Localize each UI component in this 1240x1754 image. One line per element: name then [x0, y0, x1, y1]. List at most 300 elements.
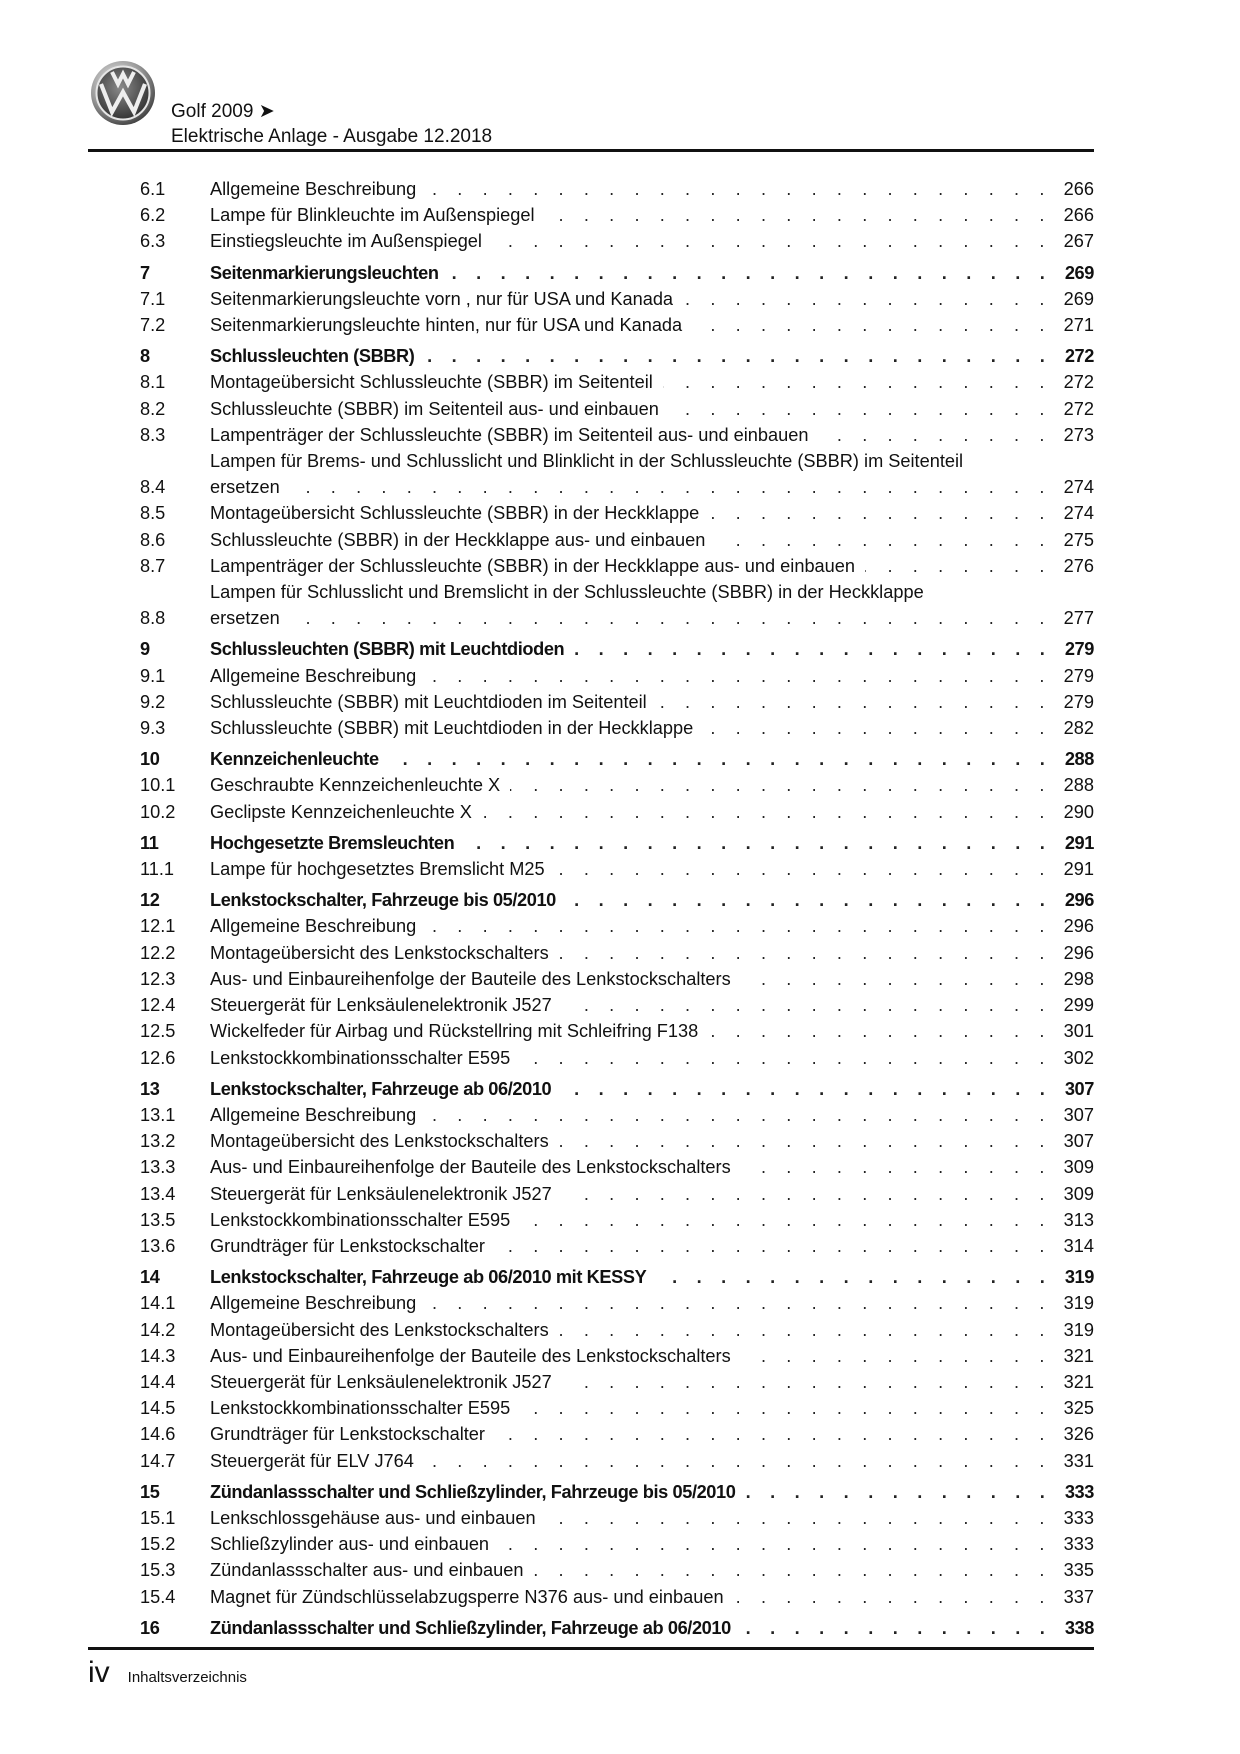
dot-leader: [533, 1557, 1052, 1583]
toc-entry[interactable]: [140, 1290, 1094, 1316]
toc-entry[interactable]: [140, 202, 1094, 228]
toc-entry-page[interactable]: 269: [1063, 288, 1094, 309]
toc-entry-body: [210, 746, 1094, 772]
toc-entry[interactable]: [140, 799, 1094, 825]
toc-entry-body: [210, 312, 1094, 338]
dot-leader: [559, 1128, 1052, 1154]
toc-entry-title[interactable]: Schlussleuchte (SBBR) in der Heckklappe aus- und einbauen: [210, 529, 706, 550]
toc-entry-number: 13.1: [140, 1104, 176, 1125]
toc-entry-body: [210, 553, 1094, 579]
toc-entry-body: [210, 966, 1094, 992]
toc-entry-title[interactable]: Geschraubte Kennzeichenleuchte X: [210, 775, 501, 796]
toc-chapter-entry[interactable]: [140, 1615, 1094, 1641]
toc-entry-title[interactable]: Hochgesetzte Bremsleuchten: [210, 832, 455, 853]
dot-leader: [562, 992, 1052, 1018]
toc-entry-title[interactable]: Allgemeine Beschreibung: [210, 179, 417, 199]
header-subtitle: Elektrische Anlage - Ausgabe 12.2018: [171, 126, 493, 147]
toc-entry-number: 12.6: [140, 1047, 176, 1068]
dot-leader: [555, 856, 1052, 882]
toc-entry-page[interactable]: 279: [1063, 665, 1094, 686]
toc-entry-number: 12: [140, 890, 160, 911]
toc-entry[interactable]: [140, 940, 1094, 966]
toc-entry[interactable]: [140, 228, 1094, 254]
dot-leader: [663, 369, 1052, 395]
toc-entry-page[interactable]: 309: [1063, 1157, 1094, 1178]
toc-entry-title[interactable]: Seitenmarkierungsleuchten: [210, 262, 439, 283]
toc-entry-number: 7.2: [140, 315, 166, 336]
toc-entry-page[interactable]: 326: [1063, 1424, 1094, 1445]
toc-entry-body: [210, 579, 1094, 631]
dot-leader: [426, 1102, 1052, 1128]
toc-entry-title[interactable]: Zündanlassschalter und Schließzylinder, Fahrzeuge bis 05/2010: [210, 1481, 736, 1502]
toc-entry-number: 14.4: [140, 1371, 176, 1392]
toc-entry[interactable]: [140, 396, 1094, 422]
toc-entry-title[interactable]: Lenkschlossgehäuse aus- und einbauen: [210, 1507, 536, 1528]
toc-entry-title[interactable]: Montageübersicht Schlussleuchte (SBBR) in der Heckklappe: [210, 503, 700, 524]
header-rule: [88, 149, 1094, 152]
toc-entry[interactable]: [140, 176, 1094, 202]
toc-entry-number: 9.3: [140, 718, 166, 739]
toc-entry-title[interactable]: Allgemeine Beschreibung: [210, 1293, 417, 1314]
toc-entry-body: [210, 176, 1094, 202]
toc-entry-page[interactable]: 296: [1064, 890, 1094, 911]
toc-chapter-entry[interactable]: [140, 1479, 1094, 1505]
toc-entry-body: [210, 1233, 1094, 1259]
toc-chapter-entry[interactable]: [140, 260, 1094, 286]
toc-entry-body: [210, 1395, 1094, 1421]
toc-entry-body: [210, 1102, 1094, 1128]
toc-entry[interactable]: [140, 772, 1094, 798]
toc-entry-number: 12.3: [140, 968, 176, 989]
toc-chapter-entry[interactable]: [140, 1076, 1094, 1102]
toc-entry-title[interactable]: Seitenmarkierungsleuchte vorn , nur für USA und Kanada: [210, 288, 674, 309]
toc-entry-body: [210, 1290, 1094, 1316]
toc-entry-title[interactable]: Aus- und Einbaureihenfolge der Bauteile des Lenkstockschalters: [210, 1345, 731, 1366]
toc-entry[interactable]: [140, 553, 1094, 579]
dot-leader: [741, 1343, 1052, 1369]
toc-entry-title[interactable]: Lampen für Schlusslicht und Bremslicht in der Schlussleuchte (SBBR) in der Heckklappe: [210, 582, 924, 603]
dot-leader: [657, 689, 1052, 715]
toc-entry-page[interactable]: 296: [1063, 916, 1094, 937]
toc-entry-page[interactable]: 267: [1063, 231, 1094, 252]
toc-entry-page[interactable]: 277: [1063, 608, 1094, 629]
dot-leader: [734, 1584, 1052, 1610]
toc-entry-body: [210, 1018, 1094, 1044]
dot-leader: [426, 913, 1052, 939]
toc-entry[interactable]: [140, 689, 1094, 715]
toc-entry-page[interactable]: 325: [1063, 1398, 1094, 1419]
toc-entry[interactable]: [140, 448, 1094, 500]
toc-chapter-entry[interactable]: [140, 343, 1094, 369]
toc-entry-number: 6.1: [140, 179, 166, 199]
dot-leader: [656, 1264, 1052, 1290]
toc-entry-page[interactable]: 266: [1063, 179, 1094, 199]
toc-entry-title[interactable]: Schlussleuchten (SBBR) mit Leuchtdioden: [210, 639, 565, 660]
toc-entry-page[interactable]: 282: [1063, 718, 1094, 739]
toc-entry-title[interactable]: Montageübersicht des Lenkstockschalters: [210, 942, 549, 963]
toc-entry-body: [210, 422, 1094, 448]
toc-entry-body: [210, 202, 1094, 228]
page-header: [88, 60, 1094, 152]
toc-entry-body: [210, 228, 1094, 254]
toc-entry-body: [210, 1207, 1094, 1233]
toc-entry-title[interactable]: Steuergerät für Lenksäulenelektronik J527: [210, 1183, 552, 1204]
toc-entry-page[interactable]: 274: [1063, 503, 1094, 524]
toc-entry-page[interactable]: 269: [1064, 262, 1094, 283]
toc-entry[interactable]: [140, 1181, 1094, 1207]
toc-entry-body: [210, 887, 1094, 913]
dot-leader: [464, 830, 1052, 856]
toc-entry-page[interactable]: 337: [1063, 1586, 1094, 1607]
toc-entry-title[interactable]: Montageübersicht des Lenkstockschalters: [210, 1319, 549, 1340]
toc-entry-page[interactable]: 319: [1063, 1319, 1094, 1340]
toc-entry-body: [210, 856, 1094, 882]
toc-entry-page[interactable]: 301: [1063, 1021, 1094, 1042]
dot-leader: [561, 1076, 1052, 1102]
toc-chapter-entry[interactable]: [140, 1264, 1094, 1290]
toc-entry-body: [210, 369, 1094, 395]
dot-leader: [741, 1615, 1052, 1641]
toc-entry[interactable]: [140, 500, 1094, 526]
toc-entry-title[interactable]: Steuergerät für Lenksäulenelektronik J527: [210, 995, 552, 1016]
dot-leader: [692, 312, 1052, 338]
toc-entry-title[interactable]: Lenkstockkombinationsschalter E595: [210, 1398, 511, 1419]
toc-entry-body: [210, 663, 1094, 689]
toc-entry-title[interactable]: Lampe für hochgesetztes Bremslicht M25: [210, 859, 545, 880]
dot-leader: [495, 1233, 1052, 1259]
toc-entry-body: [210, 1505, 1094, 1531]
toc-entry-page[interactable]: 333: [1063, 1534, 1094, 1555]
toc-entry-page[interactable]: 335: [1063, 1560, 1094, 1581]
toc-entry-number: 8.2: [140, 398, 166, 419]
toc-entry-body: [210, 1128, 1094, 1154]
footer-rule: [88, 1647, 1094, 1650]
toc-chapter-entry[interactable]: [140, 636, 1094, 662]
toc-entry[interactable]: [140, 312, 1094, 338]
toc-entry-page[interactable]: 309: [1063, 1183, 1094, 1204]
toc-entry[interactable]: [140, 1505, 1094, 1531]
toc-entry-title[interactable]: Grundträger für Lenkstockschalter: [210, 1235, 485, 1256]
toc-entry-number: 13.2: [140, 1131, 176, 1152]
toc-entry-number: 8.4: [140, 477, 166, 498]
dot-leader: [574, 636, 1052, 662]
toc-entry-title[interactable]: Lampe für Blinkleuchte im Außenspiegel: [210, 205, 535, 226]
toc-entry-number: 14.6: [140, 1424, 176, 1445]
toc-entry-number: 8.3: [140, 424, 166, 445]
toc-entry-number: 13: [140, 1078, 160, 1099]
toc-entry-title[interactable]: Montageübersicht des Lenkstockschalters: [210, 1131, 549, 1152]
header-text: [171, 99, 492, 149]
toc-entry[interactable]: [140, 1557, 1094, 1583]
dot-leader: [426, 663, 1052, 689]
dot-leader: [819, 422, 1052, 448]
model-name: Golf 2009: [171, 101, 254, 122]
dot-leader: [669, 396, 1052, 422]
toc-entry-title[interactable]: Allgemeine Beschreibung: [210, 1104, 417, 1125]
toc-entry-title[interactable]: Magnet für Zündschlüsselabzugsperre N376 aus- und einbauen: [210, 1586, 724, 1607]
arrow-right-icon: ➤: [258, 101, 275, 122]
toc-entry-title[interactable]: Wickelfeder für Airbag und Rückstellring mit Schleifring F138: [210, 1021, 699, 1042]
toc-chapter-entry[interactable]: [140, 830, 1094, 856]
toc-entry-page[interactable]: 290: [1063, 801, 1094, 822]
toc-entry-title[interactable]: Montageübersicht Schlussleuchte (SBBR) im Seitenteil: [210, 372, 653, 393]
toc-entry[interactable]: [140, 1154, 1094, 1180]
toc-entry-number: 8.6: [140, 529, 166, 550]
toc-entry-title[interactable]: Kennzeichenleuchte: [210, 749, 379, 770]
toc-entry-page[interactable]: 274: [1063, 477, 1094, 498]
toc-entry[interactable]: [140, 1343, 1094, 1369]
toc-entry-title[interactable]: Zündanlassschalter und Schließzylinder, Fahrzeuge ab 06/2010: [210, 1617, 731, 1638]
dot-leader: [865, 553, 1052, 579]
toc-entry-body: [210, 1317, 1094, 1343]
toc-entry-page[interactable]: 307: [1063, 1131, 1094, 1152]
footer-section-label: Inhaltsverzeichnis: [127, 1669, 247, 1686]
dot-leader: [745, 1479, 1052, 1505]
toc-entry-page[interactable]: 331: [1063, 1450, 1094, 1471]
toc-entry[interactable]: [140, 1448, 1094, 1474]
toc-entry-title[interactable]: Aus- und Einbaureihenfolge der Bauteile des Lenkstockschalters: [210, 1157, 731, 1178]
toc-entry-page[interactable]: 333: [1063, 1507, 1094, 1528]
toc-entry-body: [210, 343, 1094, 369]
toc-entry-number: 7.1: [140, 288, 166, 309]
dot-leader: [482, 799, 1052, 825]
dot-leader: [424, 343, 1052, 369]
toc-entry[interactable]: [140, 1207, 1094, 1233]
toc-entry-page[interactable]: 271: [1063, 315, 1094, 336]
dot-leader: [566, 887, 1052, 913]
toc-entry-title[interactable]: Zündanlassschalter aus- und einbauen: [210, 1560, 524, 1581]
toc-entry-body: [210, 286, 1094, 312]
toc-entry-body: [210, 830, 1094, 856]
toc-entry-page[interactable]: 338: [1064, 1617, 1094, 1638]
dot-leader: [683, 286, 1052, 312]
toc-entry-number: 14.3: [140, 1345, 176, 1366]
toc-entry-page[interactable]: 291: [1064, 832, 1094, 853]
toc-entry-body: [210, 1479, 1094, 1505]
toc-entry-title[interactable]: Lenkstockkombinationsschalter E595: [210, 1047, 511, 1068]
toc-entry-body: [210, 689, 1094, 715]
toc-entry-number: 12.4: [140, 995, 176, 1016]
toc-entry-page[interactable]: 307: [1064, 1078, 1094, 1099]
toc-entry-title[interactable]: Schlussleuchte (SBBR) im Seitenteil aus- und einbauen: [210, 398, 659, 419]
toc-entry-title[interactable]: Seitenmarkierungsleuchte hinten, nur für USA und Kanada: [210, 315, 683, 336]
toc-entry[interactable]: [140, 1395, 1094, 1421]
toc-entry[interactable]: [140, 1233, 1094, 1259]
toc-entry-body: [210, 799, 1094, 825]
toc-entry-page[interactable]: 288: [1063, 775, 1094, 796]
toc-entry[interactable]: [140, 422, 1094, 448]
dot-leader: [426, 176, 1052, 202]
toc-entry[interactable]: [140, 1045, 1094, 1071]
toc-entry[interactable]: [140, 966, 1094, 992]
toc-entry-number: 9: [140, 639, 150, 660]
toc-entry-page[interactable]: 296: [1063, 942, 1094, 963]
toc-entry-title-continuation-line: [210, 474, 1094, 500]
toc-entry-page[interactable]: 314: [1063, 1235, 1094, 1256]
toc-entry-number: 13.4: [140, 1183, 176, 1204]
toc-entry-number: 11.1: [140, 859, 175, 880]
toc-entry-title[interactable]: Grundträger für Lenkstockschalter: [210, 1424, 485, 1445]
toc-entry-page[interactable]: 321: [1063, 1371, 1094, 1392]
dot-leader: [708, 1018, 1052, 1044]
toc-entry-page[interactable]: 321: [1063, 1345, 1094, 1366]
toc-entry-title[interactable]: Steuergerät für ELV J764: [210, 1450, 414, 1471]
toc-entry[interactable]: [140, 1128, 1094, 1154]
dot-leader: [499, 1531, 1052, 1557]
toc-entry-title[interactable]: Schlussleuchte (SBBR) mit Leuchtdioden im Seitenteil: [210, 691, 647, 712]
toc-entry[interactable]: [140, 1317, 1094, 1343]
toc-entry-title[interactable]: Lenkstockkombinationsschalter E595: [210, 1209, 511, 1230]
toc-chapter-entry[interactable]: [140, 746, 1094, 772]
toc-entry-number: 14.2: [140, 1319, 176, 1340]
toc-entry-title[interactable]: Schlussleuchten (SBBR): [210, 346, 415, 367]
toc-entry-title[interactable]: Lenkstockschalter, Fahrzeuge ab 06/2010 mit KESSY: [210, 1267, 647, 1288]
toc-entry[interactable]: [140, 856, 1094, 882]
toc-entry-title-continuation-line: [210, 605, 1094, 631]
toc-entry-title-continuation[interactable]: ersetzen: [210, 608, 280, 629]
dot-leader: [703, 715, 1052, 741]
toc-entry-page[interactable]: 291: [1063, 859, 1094, 880]
toc-entry-body: [210, 527, 1094, 553]
dot-leader: [510, 772, 1052, 798]
page-folio: iv: [88, 1656, 110, 1689]
toc-entry-number: 14.1: [140, 1293, 176, 1314]
toc-entry-body: [210, 1557, 1094, 1583]
dot-leader: [559, 1317, 1052, 1343]
toc-entry[interactable]: [140, 579, 1094, 631]
toc-entry-body: [210, 940, 1094, 966]
toc-entry-page[interactable]: 266: [1063, 205, 1094, 226]
toc-entry-number: 13.6: [140, 1235, 176, 1256]
toc-entry-number: 15: [140, 1481, 160, 1502]
toc-entry[interactable]: [140, 1531, 1094, 1557]
dot-leader: [389, 746, 1052, 772]
toc-entry-title[interactable]: Aus- und Einbaureihenfolge der Bauteile des Lenkstockschalters: [210, 968, 731, 989]
toc-entry-number: 14: [140, 1267, 160, 1288]
toc-entry-number: 15.1: [140, 1507, 176, 1528]
toc-entry-number: 15.4: [140, 1586, 176, 1607]
toc-entry-page[interactable]: 307: [1063, 1104, 1094, 1125]
toc-entry-number: 8.7: [140, 555, 166, 576]
toc-entry-page[interactable]: 272: [1063, 372, 1094, 393]
toc-entry-body: [210, 1045, 1094, 1071]
toc-entry-page[interactable]: 298: [1063, 968, 1094, 989]
toc-entry-page[interactable]: 273: [1063, 424, 1094, 445]
toc-entry-title[interactable]: Lenkstockschalter, Fahrzeuge ab 06/2010: [210, 1078, 552, 1099]
toc-entry-page[interactable]: 276: [1063, 555, 1094, 576]
toc-entry-number: 13.3: [140, 1157, 176, 1178]
toc-entry-body: [210, 1076, 1094, 1102]
dot-leader: [709, 500, 1052, 526]
toc-entry[interactable]: [140, 663, 1094, 689]
toc-entry-body: [210, 992, 1094, 1018]
toc-entry-body: [210, 913, 1094, 939]
toc-entry-page[interactable]: 302: [1063, 1047, 1094, 1068]
dot-leader: [562, 1181, 1052, 1207]
toc-entry-number: 13.5: [140, 1209, 176, 1230]
dot-leader: [562, 1369, 1052, 1395]
toc-entry[interactable]: [140, 1421, 1094, 1447]
header-model: [171, 99, 492, 124]
toc-entry-number: 11: [140, 832, 159, 853]
toc-entry-number: 10: [140, 749, 160, 770]
toc-entry-title[interactable]: Lampenträger der Schlussleuchte (SBBR) in der Heckklappe aus- und einbauen: [210, 555, 856, 576]
dot-leader: [290, 474, 1052, 500]
toc-entry-number: 14.7: [140, 1450, 176, 1471]
toc-entry-number: 8: [140, 346, 150, 367]
toc-entry[interactable]: [140, 992, 1094, 1018]
dot-leader: [495, 1421, 1052, 1447]
toc-entry-page[interactable]: 272: [1063, 398, 1094, 419]
toc-entry[interactable]: [140, 527, 1094, 553]
dot-leader: [520, 1395, 1052, 1421]
toc-entry[interactable]: [140, 913, 1094, 939]
toc-entry-title[interactable]: Schlussleuchte (SBBR) mit Leuchtdioden in der Heckklappe: [210, 718, 694, 739]
toc-entry[interactable]: [140, 369, 1094, 395]
toc-entry-title[interactable]: Steuergerät für Lenksäulenelektronik J527: [210, 1371, 552, 1392]
toc-entry-number: 12.2: [140, 942, 176, 963]
toc-entry-body: [210, 260, 1094, 286]
toc-entry-title[interactable]: Allgemeine Beschreibung: [210, 665, 417, 686]
toc-entry[interactable]: [140, 286, 1094, 312]
toc-entry-body: [210, 1584, 1094, 1610]
toc-entry-page[interactable]: 319: [1064, 1267, 1094, 1288]
toc-entry[interactable]: [140, 1584, 1094, 1610]
toc-entry-page[interactable]: 333: [1064, 1481, 1094, 1502]
toc-entry-title[interactable]: Lampenträger der Schlussleuchte (SBBR) im Seitenteil aus- und einbauen: [210, 424, 809, 445]
toc-entry-number: 12.1: [140, 916, 176, 937]
toc-entry-number: 12.5: [140, 1021, 176, 1042]
toc-entry-title[interactable]: Einstiegsleuchte im Außenspiegel: [210, 231, 482, 252]
toc-entry-body: [210, 396, 1094, 422]
toc-chapter-entry[interactable]: [140, 887, 1094, 913]
toc-entry-number: 14.5: [140, 1398, 176, 1419]
toc-entry-number: 16: [140, 1617, 160, 1638]
toc-entry-number: 7: [140, 262, 150, 283]
toc-entry-number: 6.2: [140, 205, 166, 226]
toc-entry-number: 6.3: [140, 231, 166, 252]
toc-entry-number: 15.2: [140, 1534, 176, 1555]
toc-entry[interactable]: [140, 1018, 1094, 1044]
toc-entry-body: [210, 500, 1094, 526]
toc-entry-page[interactable]: 275: [1063, 529, 1094, 550]
dot-leader: [715, 527, 1052, 553]
toc-entry-title[interactable]: Geclipste Kennzeichenleuchte X: [210, 801, 472, 822]
toc-entry-title[interactable]: Lampen für Brems- und Schlusslicht und Blinklicht in der Schlussleuchte (SBBR) im Seitenteil: [210, 451, 964, 472]
toc-entry-title[interactable]: Lenkstockschalter, Fahrzeuge bis 05/2010: [210, 890, 556, 911]
toc-entry-page[interactable]: 279: [1063, 691, 1094, 712]
toc-entry-number: 10.2: [140, 801, 176, 822]
toc-entry[interactable]: [140, 1102, 1094, 1128]
toc-entry-title[interactable]: Allgemeine Beschreibung: [210, 916, 417, 937]
toc-entry-page[interactable]: 279: [1064, 639, 1094, 660]
toc-entry-number: 8.1: [140, 372, 166, 393]
toc-entry-title[interactable]: Schließzylinder aus- und einbauen: [210, 1534, 490, 1555]
dot-leader: [741, 966, 1052, 992]
toc-entry-page[interactable]: 313: [1063, 1209, 1094, 1230]
dot-leader: [424, 1448, 1052, 1474]
toc-entry[interactable]: [140, 715, 1094, 741]
dot-leader: [290, 605, 1052, 631]
toc-entry[interactable]: [140, 1369, 1094, 1395]
toc-entry-page[interactable]: 299: [1063, 995, 1094, 1016]
toc-entry-title-continuation[interactable]: ersetzen: [210, 477, 280, 498]
toc-entry-page[interactable]: 288: [1064, 749, 1094, 770]
toc-entry-page[interactable]: 272: [1064, 346, 1094, 367]
dot-leader: [741, 1154, 1052, 1180]
toc-entry-body: [210, 1181, 1094, 1207]
toc-entry-page[interactable]: 319: [1063, 1293, 1094, 1314]
